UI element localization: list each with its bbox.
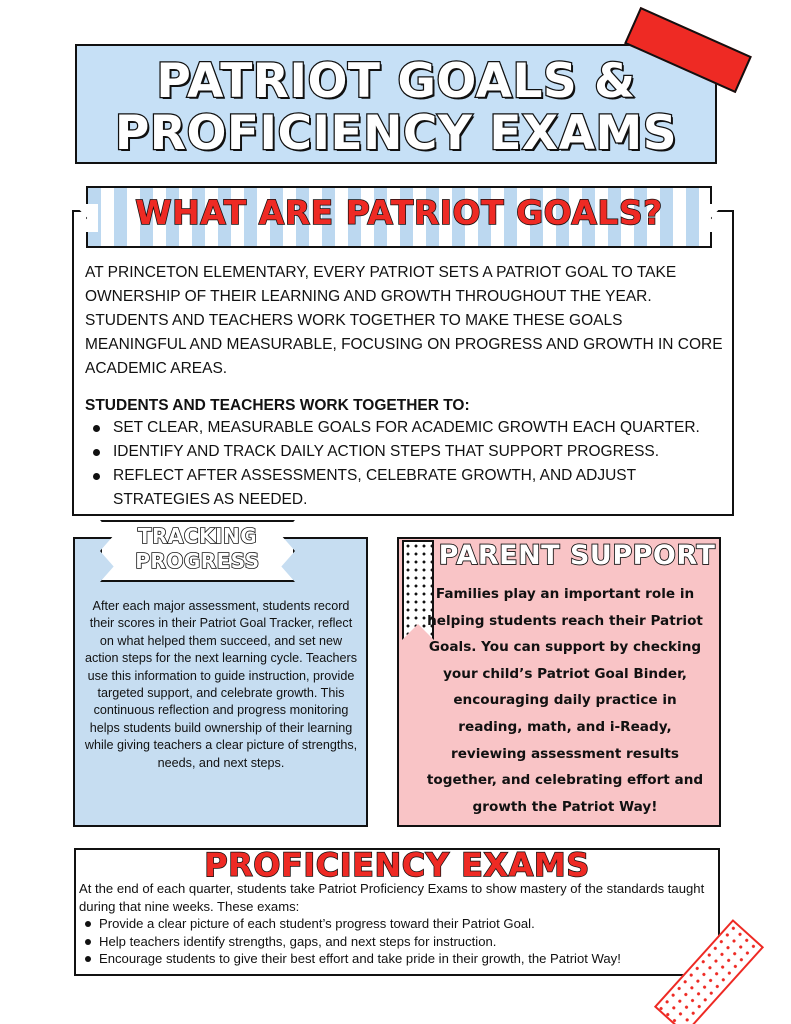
- patriot-goals-subheading: STUDENTS AND TEACHERS WORK TOGETHER TO:: [85, 397, 470, 414]
- header-banner: [75, 44, 717, 164]
- patriot-goals-paragraph: AT PRINCETON ELEMENTARY, EVERY PATRIOT SETS A PATRIOT GOAL TO TAKE OWNERSHIP OF THEIR LEARNING AND GROWTH THROUGHOUT THE YEAR. STUDENTS AND TEACHERS WORK TOGETHER TO MAKE THESE GOALS MEANINGFUL AND MEASURABLE, FOCUSING ON PROGRESS AND GROWTH IN CORE ACADEMIC AREAS.: [85, 264, 723, 377]
- proficiency-exams-heading: PROFICIENCY EXAMS: [204, 846, 590, 884]
- proficiency-exams-list: [79, 915, 719, 968]
- list-item: Encourage students to give their best effort and take pride in their growth, the Patriot Way!: [79, 950, 719, 968]
- parent-support-heading: PARENT SUPPORT: [438, 540, 716, 571]
- page-title-line-2: PROFICIENCY EXAMS: [114, 106, 678, 161]
- patriot-goals-list: [85, 416, 727, 512]
- tracking-heading-line-2: PROGRESS: [135, 549, 260, 573]
- list-item: Provide a clear picture of each student’s progress toward their Patriot Goal.: [79, 915, 719, 933]
- proficiency-exams-paragraph: At the end of each quarter, students take Patriot Proficiency Exams to show mastery of the standards taught during that nine weeks. These exams:: [79, 881, 705, 914]
- parent-support-paragraph: Families play an important role in helping students reach their Patriot Goals. You can support by checking your child’s Patriot Goal Binder, encouraging daily practice in reading, math, and i-Ready, reviewing assessment results together, and celebrating effort and growth the Patriot Way!: [426, 586, 704, 815]
- list-item: Help teachers identify strengths, gaps, and next steps for instruction.: [79, 933, 719, 951]
- tracking-progress-heading: [100, 524, 295, 574]
- list-item: REFLECT AFTER ASSESSMENTS, CELEBRATE GROWTH, AND ADJUST STRATEGIES AS NEEDED.: [85, 464, 727, 512]
- tracking-heading-line-1: TRACKING: [137, 524, 258, 548]
- list-item: SET CLEAR, MEASURABLE GOALS FOR ACADEMIC GROWTH EACH QUARTER.: [85, 416, 727, 440]
- patriot-goals-heading: WHAT ARE PATRIOT GOALS?: [135, 193, 663, 232]
- tracking-progress-paragraph: After each major assessment, students record their scores in their Patriot Goal Tracker, reflect on what helped them succeed, and set new action steps for the next learning cycle. Teachers use this information to guide instruction, provide targeted support, and celebrate growth. This continuous reflection and progress monitoring helps students build ownership of their learning while giving teachers a clear picture of strengths, needs, and next steps.: [84, 599, 358, 770]
- page-title-line-1: PATRIOT GOALS &: [156, 54, 636, 109]
- list-item: IDENTIFY AND TRACK DAILY ACTION STEPS THAT SUPPORT PROGRESS.: [85, 440, 727, 464]
